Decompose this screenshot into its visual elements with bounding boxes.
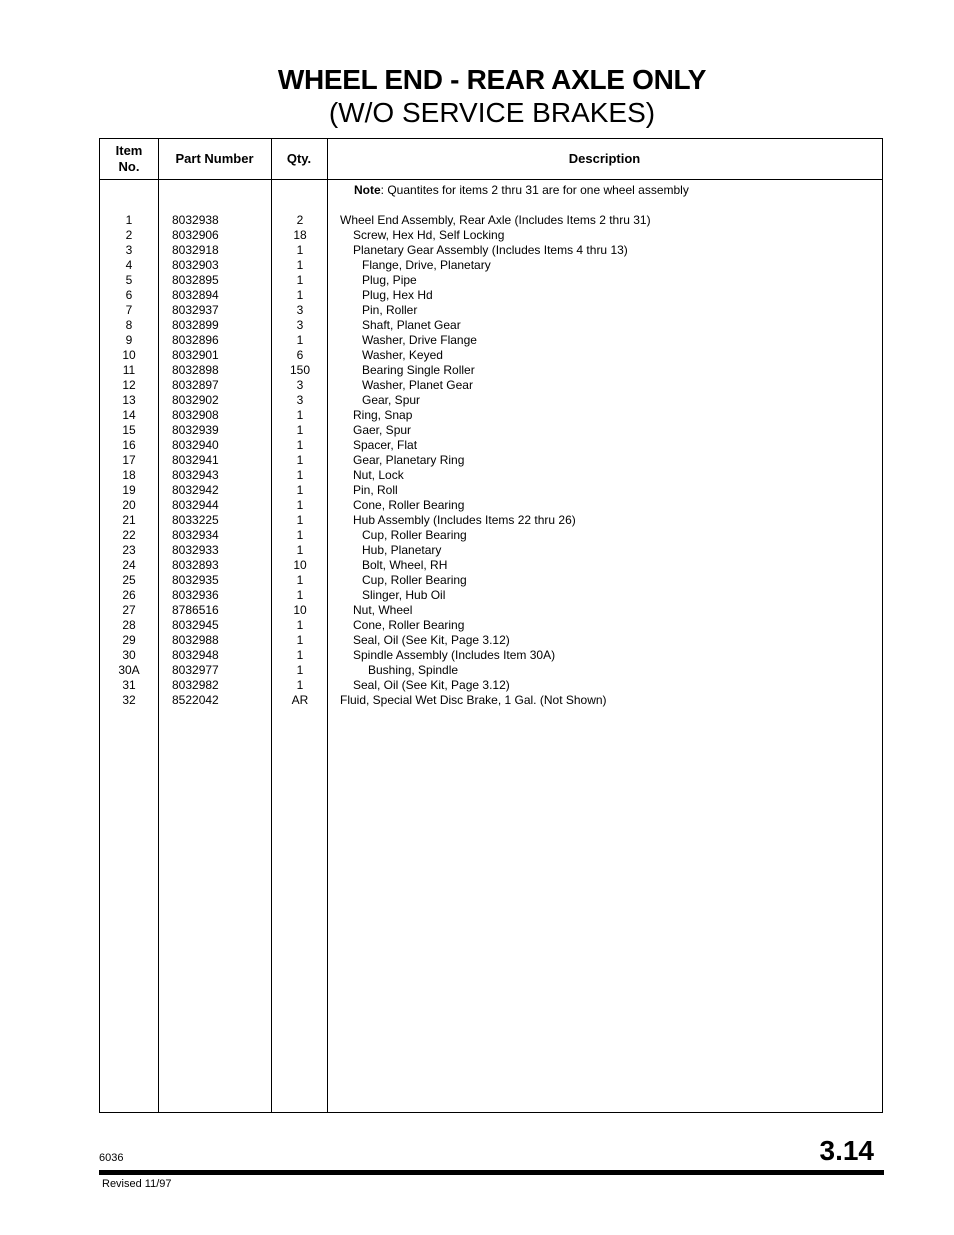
parts-table [99, 138, 883, 1113]
description: Hub Assembly (Includes Items 22 thru 26) [353, 513, 576, 527]
item-number: 18 [122, 468, 136, 482]
table-row [100, 573, 882, 588]
quantity: 10 [293, 558, 307, 572]
description: Pin, Roll [353, 483, 398, 497]
description: Cone, Roller Bearing [353, 498, 465, 512]
item-number: 30A [118, 663, 140, 677]
quantity: 1 [296, 438, 304, 452]
part-number: 8032896 [172, 333, 219, 347]
item-number: 12 [122, 378, 136, 392]
table-row [100, 408, 882, 423]
part-number: 8032988 [172, 633, 219, 647]
header-description: Description [568, 151, 641, 166]
table-row [100, 378, 882, 393]
part-number: 8032937 [172, 303, 219, 317]
table-row [100, 273, 882, 288]
quantity: 3 [296, 378, 304, 392]
item-number: 27 [122, 603, 136, 617]
page-number: 3.14 [819, 1135, 874, 1166]
description: Plug, Pipe [362, 273, 417, 287]
part-number: 8032945 [172, 618, 219, 632]
quantity: 1 [296, 543, 304, 557]
part-number: 8786516 [172, 603, 219, 617]
description: Pin, Roller [362, 303, 418, 317]
description: Bearing Single Roller [362, 363, 475, 377]
description: Seal, Oil (See Kit, Page 3.12) [353, 633, 510, 647]
quantity: 1 [296, 573, 304, 587]
item-number: 31 [122, 678, 136, 692]
part-number: 8522042 [172, 693, 219, 707]
table-row [100, 258, 882, 273]
part-number: 8032948 [172, 648, 219, 662]
table-row [100, 588, 882, 603]
table-row [100, 663, 882, 678]
part-number: 8032942 [172, 483, 219, 497]
table-row [100, 318, 882, 333]
header-part-number: Part Number [175, 151, 254, 166]
part-number: 8032918 [172, 243, 219, 257]
description: Gear, Planetary Ring [353, 453, 465, 467]
part-number: 8032936 [172, 588, 219, 602]
quantity: 1 [296, 663, 304, 677]
item-number: 11 [122, 363, 136, 377]
item-number: 19 [122, 483, 136, 497]
part-number: 8032902 [172, 393, 219, 407]
quantity: 1 [296, 273, 304, 287]
item-number: 3 [125, 243, 133, 257]
item-number: 9 [125, 333, 133, 347]
quantity: 1 [296, 633, 304, 647]
description: Bushing, Spindle [368, 663, 459, 677]
quantity: 1 [296, 468, 304, 482]
part-number: 8032943 [172, 468, 219, 482]
quantity: 1 [296, 453, 304, 467]
part-number: 8032901 [172, 348, 219, 362]
quantity: 1 [296, 618, 304, 632]
item-number: 28 [122, 618, 136, 632]
item-number: 14 [122, 408, 136, 422]
description: Cone, Roller Bearing [353, 618, 465, 632]
note-text: : Quantites for items 2 thru 31 are for one wheel assembly [380, 183, 689, 197]
footer-rule [99, 1170, 884, 1175]
quantity: 3 [296, 393, 304, 407]
table-row [100, 303, 882, 318]
item-number: 32 [122, 693, 136, 707]
item-number: 8 [125, 318, 133, 332]
table-row [100, 288, 882, 303]
item-number: 7 [125, 303, 133, 317]
part-number: 8032908 [172, 408, 219, 422]
quantity: 1 [296, 483, 304, 497]
part-number: 8032940 [172, 438, 219, 452]
quantity: 1 [296, 288, 304, 302]
item-number: 13 [122, 393, 136, 407]
part-number: 8032944 [172, 498, 219, 512]
quantity: 150 [289, 363, 311, 377]
header-divider [100, 179, 882, 180]
description: Gaer, Spur [353, 423, 412, 437]
description: Gear, Spur [362, 393, 421, 407]
item-number: 16 [122, 438, 136, 452]
page-title: WHEEL END - REAR AXLE ONLY [277, 64, 707, 95]
item-number: 5 [125, 273, 133, 287]
table-row [100, 618, 882, 633]
quantity: 1 [296, 333, 304, 347]
quantity: 2 [296, 213, 304, 227]
document-number: 6036 [99, 1152, 124, 1164]
item-number: 30 [122, 648, 136, 662]
table-row [100, 648, 882, 663]
table-row [100, 693, 882, 708]
item-number: 25 [122, 573, 136, 587]
part-number: 8032895 [172, 273, 219, 287]
part-number: 8032893 [172, 558, 219, 572]
item-number: 1 [125, 213, 133, 227]
part-number: 8032938 [172, 213, 219, 227]
table-row [100, 453, 882, 468]
description: Screw, Hex Hd, Self Locking [353, 228, 505, 242]
table-row [100, 438, 882, 453]
table-row [100, 558, 882, 573]
item-number: 23 [122, 543, 136, 557]
table-row [100, 393, 882, 408]
part-number: 8032933 [172, 543, 219, 557]
quantity: 1 [296, 528, 304, 542]
part-number: 8032897 [172, 378, 219, 392]
item-number: 26 [122, 588, 136, 602]
table-row [100, 228, 882, 243]
table-row [100, 513, 882, 528]
part-number: 8032934 [172, 528, 219, 542]
quantity: 1 [296, 513, 304, 527]
table-row [100, 678, 882, 693]
table-row [100, 633, 882, 648]
quantity: 10 [293, 603, 307, 617]
part-number: 8032894 [172, 288, 219, 302]
quantity: 3 [296, 318, 304, 332]
table-row [100, 213, 882, 228]
table-row [100, 363, 882, 378]
quantity: AR [291, 693, 309, 707]
item-number: 6 [125, 288, 133, 302]
part-number: 8033225 [172, 513, 219, 527]
part-number: 8032939 [172, 423, 219, 437]
revision-date: Revised 11/97 [102, 1178, 172, 1190]
table-row [100, 333, 882, 348]
quantity: 1 [296, 423, 304, 437]
description: Ring, Snap [353, 408, 413, 422]
description: Hub, Planetary [362, 543, 442, 557]
quantity: 1 [296, 408, 304, 422]
table-row [100, 468, 882, 483]
quantity-note [354, 183, 689, 197]
description: Washer, Keyed [362, 348, 443, 362]
quantity: 1 [296, 498, 304, 512]
quantity: 1 [296, 258, 304, 272]
part-number: 8032977 [172, 663, 219, 677]
table-row [100, 603, 882, 618]
part-number: 8032935 [172, 573, 219, 587]
description: Flange, Drive, Planetary [362, 258, 491, 272]
quantity: 1 [296, 588, 304, 602]
parts-rows [100, 213, 882, 708]
item-number: 21 [122, 513, 136, 527]
description: Washer, Drive Flange [362, 333, 477, 347]
quantity: 1 [296, 648, 304, 662]
table-row [100, 543, 882, 558]
description: Bolt, Wheel, RH [362, 558, 448, 572]
table-row [100, 528, 882, 543]
part-number: 8032941 [172, 453, 219, 467]
description: Cup, Roller Bearing [362, 528, 467, 542]
header-item-no: Item No. [115, 143, 143, 174]
description: Seal, Oil (See Kit, Page 3.12) [353, 678, 510, 692]
page-subtitle: (W/O SERVICE BRAKES) [328, 97, 656, 128]
table-row [100, 498, 882, 513]
description: Washer, Planet Gear [362, 378, 473, 392]
header-qty: Qty. [286, 151, 312, 166]
description: Planetary Gear Assembly (Includes Items 4 thru 13) [353, 243, 628, 257]
description: Cup, Roller Bearing [362, 573, 467, 587]
item-number: 2 [125, 228, 133, 242]
item-number: 17 [122, 453, 136, 467]
item-number: 29 [122, 633, 136, 647]
description: Spindle Assembly (Includes Item 30A) [353, 648, 556, 662]
quantity: 1 [296, 243, 304, 257]
description: Slinger, Hub Oil [362, 588, 446, 602]
table-row [100, 423, 882, 438]
note-label: Note [354, 183, 381, 197]
part-number: 8032899 [172, 318, 219, 332]
table-row [100, 348, 882, 363]
description: Spacer, Flat [353, 438, 418, 452]
description: Plug, Hex Hd [362, 288, 433, 302]
item-number: 15 [122, 423, 136, 437]
quantity: 18 [293, 228, 307, 242]
item-number: 22 [122, 528, 136, 542]
item-number: 4 [125, 258, 133, 272]
table-row [100, 243, 882, 258]
item-number: 10 [122, 348, 136, 362]
description: Wheel End Assembly, Rear Axle (Includes Items 2 thru 31) [340, 213, 651, 227]
description: Nut, Lock [353, 468, 404, 482]
part-number: 8032898 [172, 363, 219, 377]
part-number: 8032906 [172, 228, 219, 242]
item-number: 20 [122, 498, 136, 512]
description: Nut, Wheel [353, 603, 413, 617]
description: Fluid, Special Wet Disc Brake, 1 Gal. (Not Shown) [340, 693, 607, 707]
part-number: 8032903 [172, 258, 219, 272]
quantity: 6 [296, 348, 304, 362]
item-number: 24 [122, 558, 136, 572]
table-row [100, 483, 882, 498]
quantity: 1 [296, 678, 304, 692]
part-number: 8032982 [172, 678, 219, 692]
quantity: 3 [296, 303, 304, 317]
description: Shaft, Planet Gear [362, 318, 461, 332]
